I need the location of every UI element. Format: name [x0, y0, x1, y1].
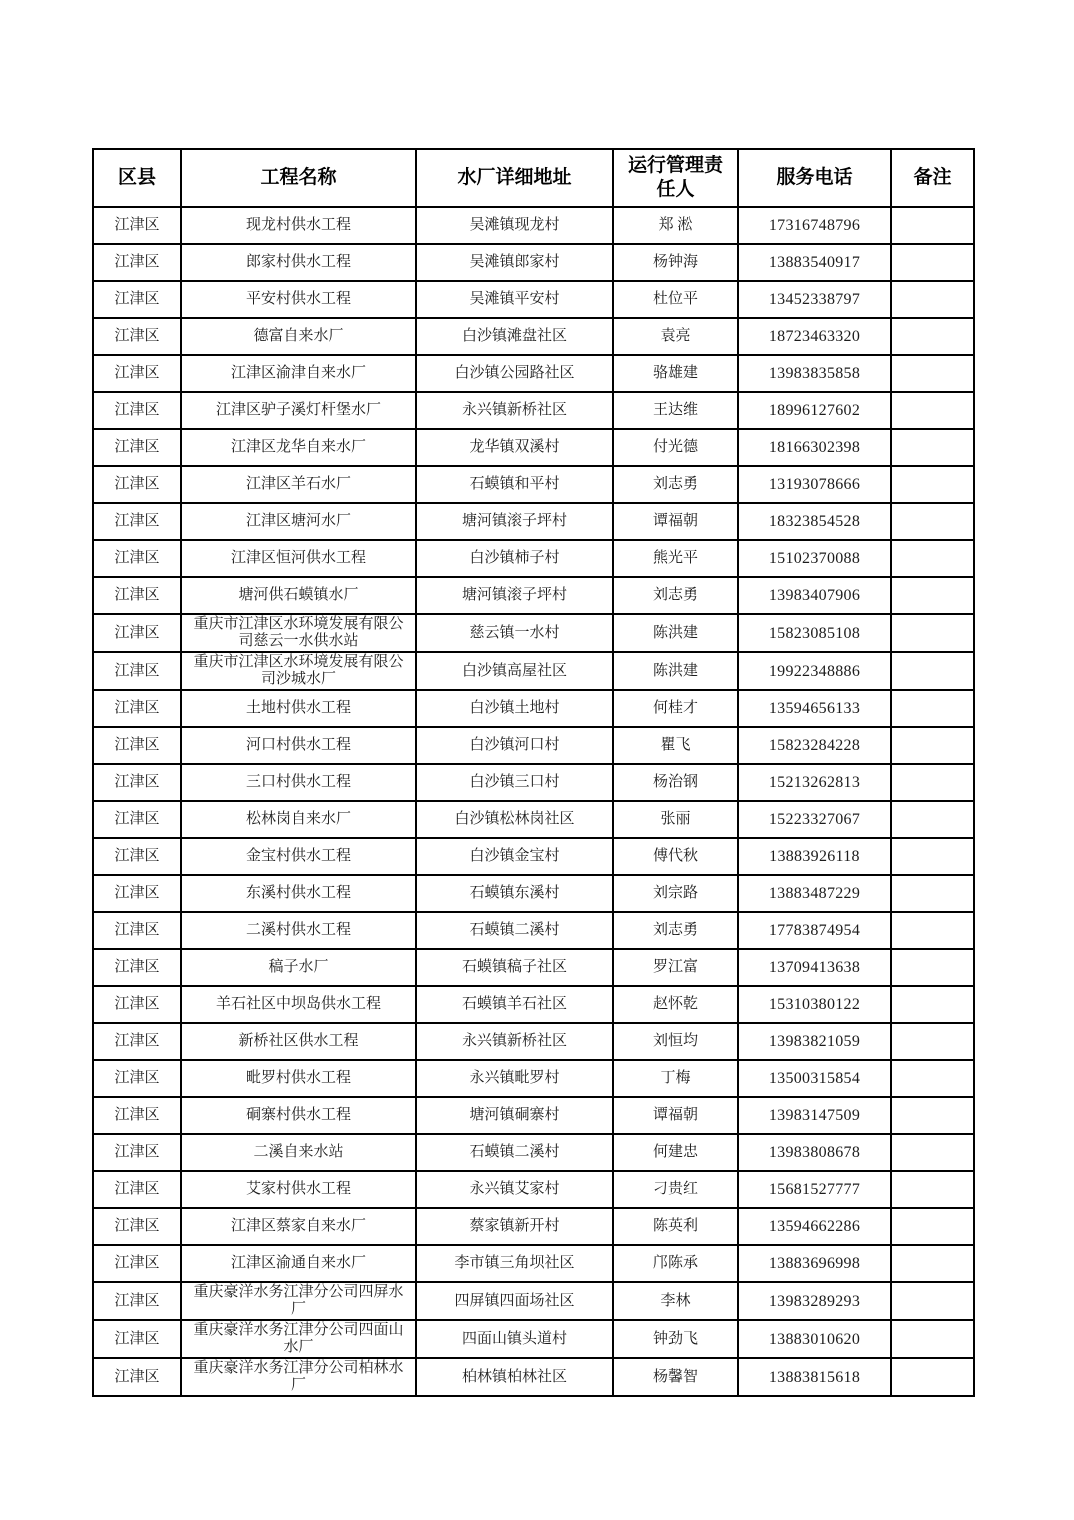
cell-manager: 张丽	[613, 801, 738, 838]
cell-project: 土地村供水工程	[181, 690, 416, 727]
cell-remark	[891, 540, 974, 577]
cell-district: 江津区	[93, 690, 181, 727]
cell-project: 江津区塘河水厂	[181, 503, 416, 540]
cell-manager: 李林	[613, 1282, 738, 1320]
cell-phone: 19922348886	[738, 652, 891, 690]
cell-manager: 杨馨智	[613, 1358, 738, 1396]
cell-address: 石蟆镇和平村	[416, 466, 613, 503]
cell-remark	[891, 503, 974, 540]
cell-phone: 13883487229	[738, 875, 891, 912]
cell-project: 硐寨村供水工程	[181, 1097, 416, 1134]
cell-phone: 13983821059	[738, 1023, 891, 1060]
column-header-district: 区县	[93, 149, 181, 207]
cell-district: 江津区	[93, 1134, 181, 1171]
cell-manager: 钟劲飞	[613, 1320, 738, 1358]
cell-address: 吴滩镇现龙村	[416, 207, 613, 244]
cell-address: 柏林镇柏林社区	[416, 1358, 613, 1396]
cell-address: 白沙镇松林岗社区	[416, 801, 613, 838]
cell-remark	[891, 801, 974, 838]
cell-manager: 杨钟海	[613, 244, 738, 281]
column-header-address: 水厂详细地址	[416, 149, 613, 207]
cell-project: 艾家村供水工程	[181, 1171, 416, 1208]
cell-phone: 13983835858	[738, 355, 891, 392]
cell-remark	[891, 652, 974, 690]
cell-district: 江津区	[93, 466, 181, 503]
cell-phone: 18323854528	[738, 503, 891, 540]
cell-manager: 谭福朝	[613, 1097, 738, 1134]
cell-remark	[891, 355, 974, 392]
cell-district: 江津区	[93, 207, 181, 244]
cell-project: 德富自来水厂	[181, 318, 416, 355]
cell-phone: 13193078666	[738, 466, 891, 503]
cell-address: 塘河镇滚子坪村	[416, 577, 613, 614]
cell-phone: 13452338797	[738, 281, 891, 318]
cell-remark	[891, 1134, 974, 1171]
cell-remark	[891, 838, 974, 875]
cell-project: 重庆市江津区水环境发展有限公司沙城水厂	[181, 652, 416, 690]
cell-manager: 陈洪建	[613, 614, 738, 652]
cell-address: 龙华镇双溪村	[416, 429, 613, 466]
cell-project: 塘河供石蟆镇水厂	[181, 577, 416, 614]
cell-phone: 17316748796	[738, 207, 891, 244]
cell-address: 吴滩镇郎家村	[416, 244, 613, 281]
cell-manager: 何建忠	[613, 1134, 738, 1171]
table-row	[93, 244, 974, 281]
table-row	[93, 429, 974, 466]
cell-phone: 13983808678	[738, 1134, 891, 1171]
cell-manager: 刘志勇	[613, 466, 738, 503]
cell-phone: 15223327067	[738, 801, 891, 838]
table-row	[93, 1060, 974, 1097]
cell-phone: 15213262813	[738, 764, 891, 801]
cell-remark	[891, 1060, 974, 1097]
cell-project: 平安村供水工程	[181, 281, 416, 318]
cell-address: 石蟆镇二溪村	[416, 912, 613, 949]
cell-address: 四屏镇四面场社区	[416, 1282, 613, 1320]
cell-district: 江津区	[93, 1282, 181, 1320]
table-row	[93, 318, 974, 355]
table-row	[93, 838, 974, 875]
cell-project: 重庆豪洋水务江津分公司柏林水厂	[181, 1358, 416, 1396]
table-row	[93, 1245, 974, 1282]
cell-phone: 13883010620	[738, 1320, 891, 1358]
cell-address: 永兴镇毗罗村	[416, 1060, 613, 1097]
cell-manager: 瞿飞	[613, 727, 738, 764]
cell-manager: 陈洪建	[613, 652, 738, 690]
cell-phone: 15681527777	[738, 1171, 891, 1208]
cell-address: 塘河镇硐寨村	[416, 1097, 613, 1134]
cell-address: 李市镇三角坝社区	[416, 1245, 613, 1282]
cell-manager: 何桂才	[613, 690, 738, 727]
column-header-project: 工程名称	[181, 149, 416, 207]
cell-address: 四面山镇头道村	[416, 1320, 613, 1358]
cell-address: 白沙镇高屋社区	[416, 652, 613, 690]
cell-remark	[891, 1097, 974, 1134]
table-row	[93, 1282, 974, 1320]
cell-project: 河口村供水工程	[181, 727, 416, 764]
cell-remark	[891, 1245, 974, 1282]
table-row	[93, 652, 974, 690]
cell-phone: 13594656133	[738, 690, 891, 727]
cell-address: 石蟆镇稿子社区	[416, 949, 613, 986]
cell-address: 石蟆镇二溪村	[416, 1134, 613, 1171]
table-row	[93, 1097, 974, 1134]
cell-phone: 17783874954	[738, 912, 891, 949]
cell-remark	[891, 986, 974, 1023]
cell-manager: 刘志勇	[613, 912, 738, 949]
cell-project: 三口村供水工程	[181, 764, 416, 801]
cell-remark	[891, 392, 974, 429]
cell-district: 江津区	[93, 801, 181, 838]
cell-district: 江津区	[93, 1358, 181, 1396]
cell-remark	[891, 466, 974, 503]
cell-project: 江津区羊石水厂	[181, 466, 416, 503]
table-row	[93, 764, 974, 801]
cell-phone: 13983407906	[738, 577, 891, 614]
table-row	[93, 986, 974, 1023]
cell-manager: 骆雄建	[613, 355, 738, 392]
cell-district: 江津区	[93, 1097, 181, 1134]
cell-project: 江津区龙华自来水厂	[181, 429, 416, 466]
table-row	[93, 281, 974, 318]
cell-project: 稿子水厂	[181, 949, 416, 986]
cell-remark	[891, 727, 974, 764]
cell-district: 江津区	[93, 764, 181, 801]
table-row	[93, 1171, 974, 1208]
cell-district: 江津区	[93, 1320, 181, 1358]
cell-remark	[891, 690, 974, 727]
cell-remark	[891, 318, 974, 355]
cell-manager: 熊光平	[613, 540, 738, 577]
cell-phone: 18996127602	[738, 392, 891, 429]
cell-remark	[891, 949, 974, 986]
cell-project: 松林岗自来水厂	[181, 801, 416, 838]
cell-remark	[891, 1208, 974, 1245]
cell-manager: 杨治钢	[613, 764, 738, 801]
table-row	[93, 875, 974, 912]
cell-remark	[891, 577, 974, 614]
cell-district: 江津区	[93, 503, 181, 540]
cell-address: 永兴镇新桥社区	[416, 392, 613, 429]
column-header-manager: 运行管理责任人	[613, 149, 738, 207]
table-row	[93, 355, 974, 392]
cell-manager: 陈英利	[613, 1208, 738, 1245]
cell-remark	[891, 1282, 974, 1320]
cell-district: 江津区	[93, 429, 181, 466]
cell-district: 江津区	[93, 727, 181, 764]
cell-project: 现龙村供水工程	[181, 207, 416, 244]
table-row	[93, 1358, 974, 1396]
table-row	[93, 503, 974, 540]
cell-project: 重庆豪洋水务江津分公司四屏水厂	[181, 1282, 416, 1320]
table-row	[93, 466, 974, 503]
cell-remark	[891, 207, 974, 244]
cell-address: 石蟆镇东溪村	[416, 875, 613, 912]
cell-district: 江津区	[93, 652, 181, 690]
cell-district: 江津区	[93, 1023, 181, 1060]
cell-project: 东溪村供水工程	[181, 875, 416, 912]
table-row	[93, 1320, 974, 1358]
cell-project: 郎家村供水工程	[181, 244, 416, 281]
cell-district: 江津区	[93, 912, 181, 949]
table-row	[93, 949, 974, 986]
cell-address: 白沙镇金宝村	[416, 838, 613, 875]
cell-district: 江津区	[93, 392, 181, 429]
cell-district: 江津区	[93, 1171, 181, 1208]
cell-district: 江津区	[93, 355, 181, 392]
cell-project: 毗罗村供水工程	[181, 1060, 416, 1097]
cell-manager: 刘志勇	[613, 577, 738, 614]
cell-manager: 郑 淞	[613, 207, 738, 244]
cell-address: 慈云镇一水村	[416, 614, 613, 652]
cell-manager: 赵怀乾	[613, 986, 738, 1023]
cell-address: 蔡家镇新开村	[416, 1208, 613, 1245]
cell-project: 二溪自来水站	[181, 1134, 416, 1171]
cell-manager: 袁亮	[613, 318, 738, 355]
cell-manager: 刘宗路	[613, 875, 738, 912]
cell-project: 江津区渝通自来水厂	[181, 1245, 416, 1282]
header-row	[93, 149, 974, 207]
cell-district: 江津区	[93, 949, 181, 986]
cell-project: 重庆市江津区水环境发展有限公司慈云一水供水站	[181, 614, 416, 652]
cell-district: 江津区	[93, 1060, 181, 1097]
cell-remark	[891, 764, 974, 801]
cell-manager: 邝陈承	[613, 1245, 738, 1282]
table-row	[93, 392, 974, 429]
cell-phone: 15102370088	[738, 540, 891, 577]
cell-district: 江津区	[93, 875, 181, 912]
cell-manager: 刘恒均	[613, 1023, 738, 1060]
cell-phone: 13983147509	[738, 1097, 891, 1134]
table-row	[93, 207, 974, 244]
cell-manager: 杜位平	[613, 281, 738, 318]
cell-phone: 15823085108	[738, 614, 891, 652]
cell-manager: 刁贵红	[613, 1171, 738, 1208]
cell-district: 江津区	[93, 244, 181, 281]
cell-address: 永兴镇新桥社区	[416, 1023, 613, 1060]
cell-remark	[891, 244, 974, 281]
cell-phone: 13594662286	[738, 1208, 891, 1245]
cell-manager: 丁梅	[613, 1060, 738, 1097]
cell-address: 吴滩镇平安村	[416, 281, 613, 318]
cell-address: 白沙镇柿子村	[416, 540, 613, 577]
table-row	[93, 1023, 974, 1060]
table-row	[93, 1208, 974, 1245]
table-header	[93, 149, 974, 207]
cell-district: 江津区	[93, 577, 181, 614]
cell-project: 羊石社区中坝岛供水工程	[181, 986, 416, 1023]
cell-manager: 傅代秋	[613, 838, 738, 875]
table-row	[93, 801, 974, 838]
cell-phone: 13883540917	[738, 244, 891, 281]
cell-phone: 13709413638	[738, 949, 891, 986]
table-row	[93, 912, 974, 949]
cell-address: 白沙镇滩盘社区	[416, 318, 613, 355]
cell-remark	[891, 1023, 974, 1060]
cell-project: 江津区渝津自来水厂	[181, 355, 416, 392]
cell-project: 新桥社区供水工程	[181, 1023, 416, 1060]
cell-district: 江津区	[93, 318, 181, 355]
cell-phone: 13983289293	[738, 1282, 891, 1320]
cell-district: 江津区	[93, 1245, 181, 1282]
cell-phone: 13500315854	[738, 1060, 891, 1097]
table-row	[93, 690, 974, 727]
table-row	[93, 540, 974, 577]
cell-manager: 罗江富	[613, 949, 738, 986]
table-row	[93, 577, 974, 614]
column-header-remark: 备注	[891, 149, 974, 207]
cell-address: 白沙镇公园路社区	[416, 355, 613, 392]
cell-address: 塘河镇滚子坪村	[416, 503, 613, 540]
cell-manager: 王达维	[613, 392, 738, 429]
cell-manager: 谭福朝	[613, 503, 738, 540]
cell-address: 永兴镇艾家村	[416, 1171, 613, 1208]
table-row	[93, 727, 974, 764]
cell-project: 重庆豪洋水务江津分公司四面山水厂	[181, 1320, 416, 1358]
cell-remark	[891, 1358, 974, 1396]
table-row	[93, 614, 974, 652]
cell-phone: 15823284228	[738, 727, 891, 764]
cell-manager: 付光德	[613, 429, 738, 466]
cell-address: 石蟆镇羊石社区	[416, 986, 613, 1023]
cell-address: 白沙镇土地村	[416, 690, 613, 727]
cell-phone: 13883926118	[738, 838, 891, 875]
water-supply-table	[92, 148, 975, 1397]
cell-district: 江津区	[93, 540, 181, 577]
cell-district: 江津区	[93, 1208, 181, 1245]
cell-remark	[891, 912, 974, 949]
cell-remark	[891, 1171, 974, 1208]
table-row	[93, 1134, 974, 1171]
cell-phone: 13883696998	[738, 1245, 891, 1282]
cell-phone: 18723463320	[738, 318, 891, 355]
cell-project: 江津区恒河供水工程	[181, 540, 416, 577]
cell-remark	[891, 429, 974, 466]
cell-project: 金宝村供水工程	[181, 838, 416, 875]
cell-remark	[891, 614, 974, 652]
cell-phone: 15310380122	[738, 986, 891, 1023]
cell-phone: 13883815618	[738, 1358, 891, 1396]
cell-remark	[891, 1320, 974, 1358]
cell-project: 江津区蔡家自来水厂	[181, 1208, 416, 1245]
cell-phone: 18166302398	[738, 429, 891, 466]
column-header-phone: 服务电话	[738, 149, 891, 207]
cell-address: 白沙镇河口村	[416, 727, 613, 764]
cell-project: 江津区驴子溪灯杆堡水厂	[181, 392, 416, 429]
cell-district: 江津区	[93, 986, 181, 1023]
cell-address: 白沙镇三口村	[416, 764, 613, 801]
cell-district: 江津区	[93, 614, 181, 652]
cell-project: 二溪村供水工程	[181, 912, 416, 949]
cell-district: 江津区	[93, 838, 181, 875]
cell-remark	[891, 875, 974, 912]
cell-remark	[891, 281, 974, 318]
cell-district: 江津区	[93, 281, 181, 318]
